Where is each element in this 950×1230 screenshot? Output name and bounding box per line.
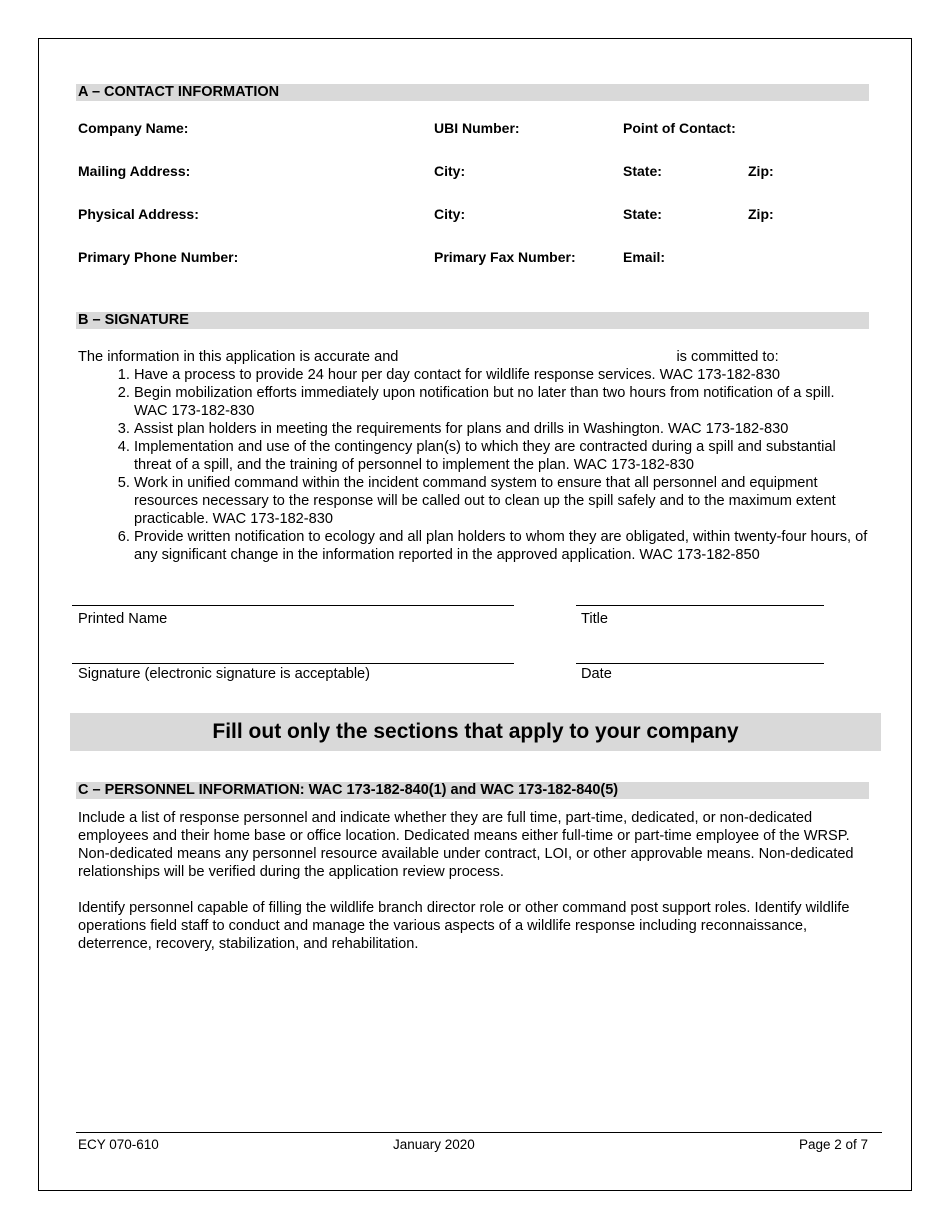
list-item: 5. Work in unified command within the incident command system to ensure that all personnel and equipment resources necessary to the response will be called out to clean up the spill safely and to the maximum extent practicable. WAC 173-182-830: [134, 474, 870, 528]
title-line[interactable]: [576, 605, 824, 606]
signature-intro: [78, 348, 868, 366]
physical-city-field[interactable]: City:: [434, 206, 466, 222]
list-item: 2. Begin mobilization efforts immediately upon notification but no later than two hours from notification of a spill. WAC 173-182-830: [134, 384, 870, 420]
footer-rule: [76, 1132, 882, 1133]
intro-start-text: The information in this application is accurate and: [78, 349, 399, 365]
footer-date: January 2020: [393, 1137, 475, 1152]
instruction-banner: Fill out only the sections that apply to your company: [70, 713, 881, 751]
mailing-address-field[interactable]: Mailing Address:: [78, 163, 191, 179]
section-b-header: B – SIGNATURE: [76, 312, 869, 329]
ubi-number-field[interactable]: UBI Number:: [434, 120, 520, 136]
email-field[interactable]: Email:: [623, 249, 666, 265]
printed-name-caption: Printed Name: [78, 611, 168, 627]
primary-phone-field[interactable]: Primary Phone Number:: [78, 249, 239, 265]
mailing-zip-field[interactable]: Zip:: [748, 163, 774, 179]
company-name-field[interactable]: Company Name:: [78, 120, 189, 136]
list-item: 1. Have a process to provide 24 hour per day contact for wildlife response services. WAC 173-182-830: [134, 366, 870, 384]
physical-state-field[interactable]: State:: [623, 206, 662, 222]
mailing-city-field[interactable]: City:: [434, 163, 466, 179]
commitments-list: [78, 366, 870, 564]
date-caption: Date: [581, 666, 612, 682]
intro-end-text: is committed to:: [676, 349, 779, 365]
signature-caption: Signature (electronic signature is acceptable): [78, 666, 371, 682]
list-item: 3. Assist plan holders in meeting the requirements for plans and drills in Washington. WAC 173-182-830: [134, 420, 870, 438]
physical-address-field[interactable]: Physical Address:: [78, 206, 199, 222]
personnel-paragraph-2: Identify personnel capable of filling the wildlife branch director role or other command post support roles. Identify wildlife operations field staff to conduct and manage the various aspects of a wildlife response including reconnaissance, deterrence, recovery, stabilization, and rehabilitation.: [78, 900, 850, 952]
list-item: 6. Provide written notification to ecology and all plan holders to whom they are obligated, within twenty-four hours, of any significant change in the information reported in the approved application. WAC 173-182-850: [134, 528, 870, 564]
signature-line[interactable]: [72, 663, 514, 664]
form-number: ECY 070-610: [78, 1137, 159, 1152]
primary-fax-field[interactable]: Primary Fax Number:: [434, 249, 576, 265]
date-line[interactable]: [576, 663, 824, 664]
section-c-header: C – PERSONNEL INFORMATION: WAC 173-182-840(1) and WAC 173-182-840(5): [76, 782, 869, 799]
printed-name-line[interactable]: [72, 605, 514, 606]
page-number: Page 2 of 7: [798, 1137, 868, 1152]
title-caption: Title: [581, 611, 609, 627]
list-item: 4. Implementation and use of the contingency plan(s) to which they are contracted during a spill and substantial threat of a spill, and the training of personnel to implement the plan. WAC 173-182-830: [134, 438, 870, 474]
personnel-paragraph-1: Include a list of response personnel and indicate whether they are full time, part-time, dedicated, or non-dedicated employees and their home base or office location. Dedicated means either full-time or part-time employee of the WRSP. Non-dedicated means any personnel resource available under contract, LOI, or other approvable means. Non-dedicated relationships will be verified during the application review process.: [78, 810, 854, 880]
mailing-state-field[interactable]: State:: [623, 163, 662, 179]
point-of-contact-field[interactable]: Point of Contact:: [623, 120, 736, 136]
section-a-header: A – CONTACT INFORMATION: [76, 84, 869, 101]
physical-zip-field[interactable]: Zip:: [748, 206, 774, 222]
